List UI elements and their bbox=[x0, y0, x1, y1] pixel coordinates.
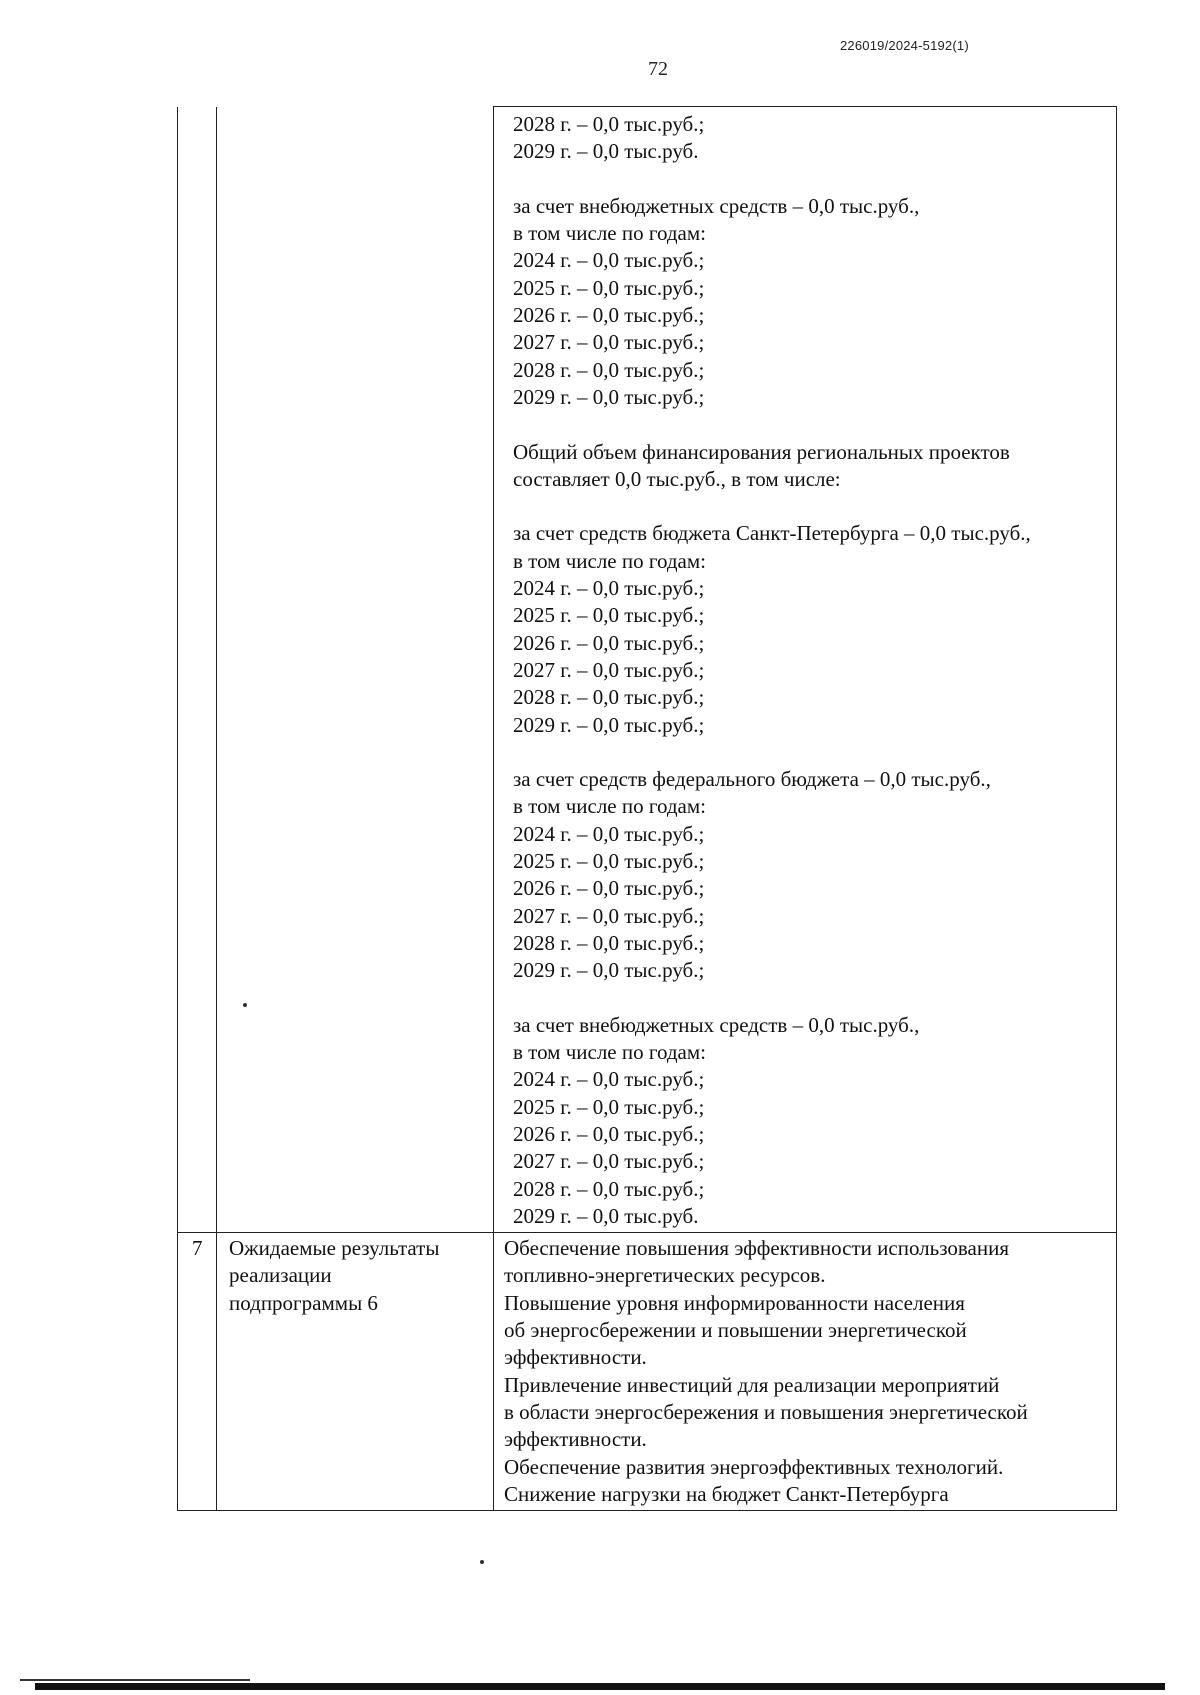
paragraph-gap bbox=[513, 411, 1116, 438]
text-line: 2025 г. – 0,0 тыс.руб.; bbox=[513, 849, 705, 874]
text-line: Обеспечение повышения эффективности использования bbox=[504, 1236, 1009, 1261]
text-line: в том числе по годам: bbox=[513, 1040, 706, 1065]
paragraph-gap bbox=[513, 739, 1116, 766]
registration-number: 226019/2024-5192(1) bbox=[840, 38, 969, 53]
table-row-financing-continuation bbox=[178, 107, 1117, 1233]
financing-text-cell bbox=[494, 107, 1117, 1233]
text-line: 2027 г. – 0,0 тыс.руб.; bbox=[513, 657, 705, 682]
text-line: 2024 г. – 0,0 тыс.руб.; bbox=[513, 248, 705, 273]
text-line: в том числе по годам: bbox=[513, 794, 706, 819]
text-line: 2026 г. – 0,0 тыс.руб.; bbox=[513, 1121, 705, 1146]
text-line: 2024 г. – 0,0 тыс.руб.; bbox=[513, 576, 705, 601]
paragraph-gap bbox=[513, 985, 1116, 1012]
text-line: в том числе по годам: bbox=[513, 221, 706, 246]
paragraph-gap bbox=[513, 493, 1116, 520]
text-line: 2029 г. – 0,0 тыс.руб.; bbox=[513, 712, 705, 737]
text-line: 2024 г. – 0,0 тыс.руб.; bbox=[513, 1067, 705, 1092]
text-line: 2029 г. – 0,0 тыс.руб. bbox=[513, 139, 699, 164]
text-line: 2026 г. – 0,0 тыс.руб.; bbox=[513, 876, 705, 901]
scan-edge-line bbox=[20, 1679, 250, 1681]
text-line: эффективности. bbox=[504, 1427, 647, 1452]
expected-results-text bbox=[494, 1233, 1117, 1511]
expected-results-lines bbox=[504, 1235, 1108, 1508]
text-line: за счет внебюджетных средств – 0,0 тыс.руб., bbox=[513, 1012, 920, 1037]
text-line: 2028 г. – 0,0 тыс.руб.; bbox=[513, 1176, 705, 1201]
text-line: 2026 г. – 0,0 тыс.руб.; bbox=[513, 630, 705, 655]
financing-lines bbox=[513, 111, 1116, 1230]
text-line: 2025 г. – 0,0 тыс.руб.; bbox=[513, 275, 705, 300]
row-label-lines bbox=[229, 1235, 493, 1317]
text-line: 2029 г. – 0,0 тыс.руб.; bbox=[513, 384, 705, 409]
text-line: 2025 г. – 0,0 тыс.руб.; bbox=[513, 1094, 705, 1119]
text-line: за счет средств федерального бюджета – 0,0 тыс.руб., bbox=[513, 767, 991, 792]
text-line: Общий объем финансирования региональных проектов bbox=[513, 439, 1010, 464]
text-line: 2025 г. – 0,0 тыс.руб.; bbox=[513, 603, 705, 628]
text-line: 2027 г. – 0,0 тыс.руб.; bbox=[513, 1149, 705, 1174]
text-line: 2027 г. – 0,0 тыс.руб.; bbox=[513, 903, 705, 928]
text-line: 2028 г. – 0,0 тыс.руб.; bbox=[513, 112, 705, 136]
row-number: 7 bbox=[178, 1233, 217, 1511]
paragraph-gap bbox=[513, 166, 1116, 193]
table-row-expected-results bbox=[178, 1233, 1117, 1511]
text-line: за счет средств бюджета Санкт-Петербурга – 0,0 тыс.руб., bbox=[513, 521, 1031, 546]
text-line: эффективности. bbox=[504, 1345, 647, 1370]
text-line: Повышение уровня информированности населения bbox=[504, 1290, 965, 1315]
text-line: в том числе по годам: bbox=[513, 548, 706, 573]
row-number-cell-empty bbox=[178, 107, 217, 1233]
scan-bottom-border bbox=[35, 1683, 1165, 1690]
label-line: подпрограммы 6 bbox=[229, 1290, 378, 1315]
text-line: за счет внебюджетных средств – 0,0 тыс.руб., bbox=[513, 193, 920, 218]
row-label bbox=[217, 1233, 494, 1511]
text-line: 2029 г. – 0,0 тыс.руб. bbox=[513, 1203, 699, 1228]
label-line: Ожидаемые результаты bbox=[229, 1236, 440, 1261]
scan-speck bbox=[243, 1003, 247, 1007]
text-line: топливно-энергетических ресурсов. bbox=[504, 1263, 826, 1288]
text-line: об энергосбережении и повышении энергетической bbox=[504, 1318, 967, 1343]
text-line: в области энергосбережения и повышения энергетической bbox=[504, 1399, 1028, 1424]
label-line: реализации bbox=[229, 1263, 332, 1288]
text-line: 2029 г. – 0,0 тыс.руб.; bbox=[513, 958, 705, 983]
text-line: 2028 г. – 0,0 тыс.руб.; bbox=[513, 357, 705, 382]
text-line: 2027 г. – 0,0 тыс.руб.; bbox=[513, 330, 705, 355]
text-line: 2026 г. – 0,0 тыс.руб.; bbox=[513, 303, 705, 328]
text-line: Обеспечение развития энергоэффективных технологий. bbox=[504, 1454, 1004, 1479]
page-number: 72 bbox=[648, 58, 668, 80]
text-line: 2028 г. – 0,0 тыс.руб.; bbox=[513, 685, 705, 710]
text-line: Снижение нагрузки на бюджет Санкт-Петербурга bbox=[504, 1481, 949, 1506]
program-table bbox=[177, 106, 1117, 1511]
text-line: 2028 г. – 0,0 тыс.руб.; bbox=[513, 930, 705, 955]
text-line: Привлечение инвестиций для реализации мероприятий bbox=[504, 1372, 1000, 1397]
text-line: 2024 г. – 0,0 тыс.руб.; bbox=[513, 821, 705, 846]
row-label-cell-empty bbox=[217, 107, 494, 1233]
scan-speck bbox=[480, 1560, 484, 1564]
text-line: составляет 0,0 тыс.руб., в том числе: bbox=[513, 466, 841, 491]
